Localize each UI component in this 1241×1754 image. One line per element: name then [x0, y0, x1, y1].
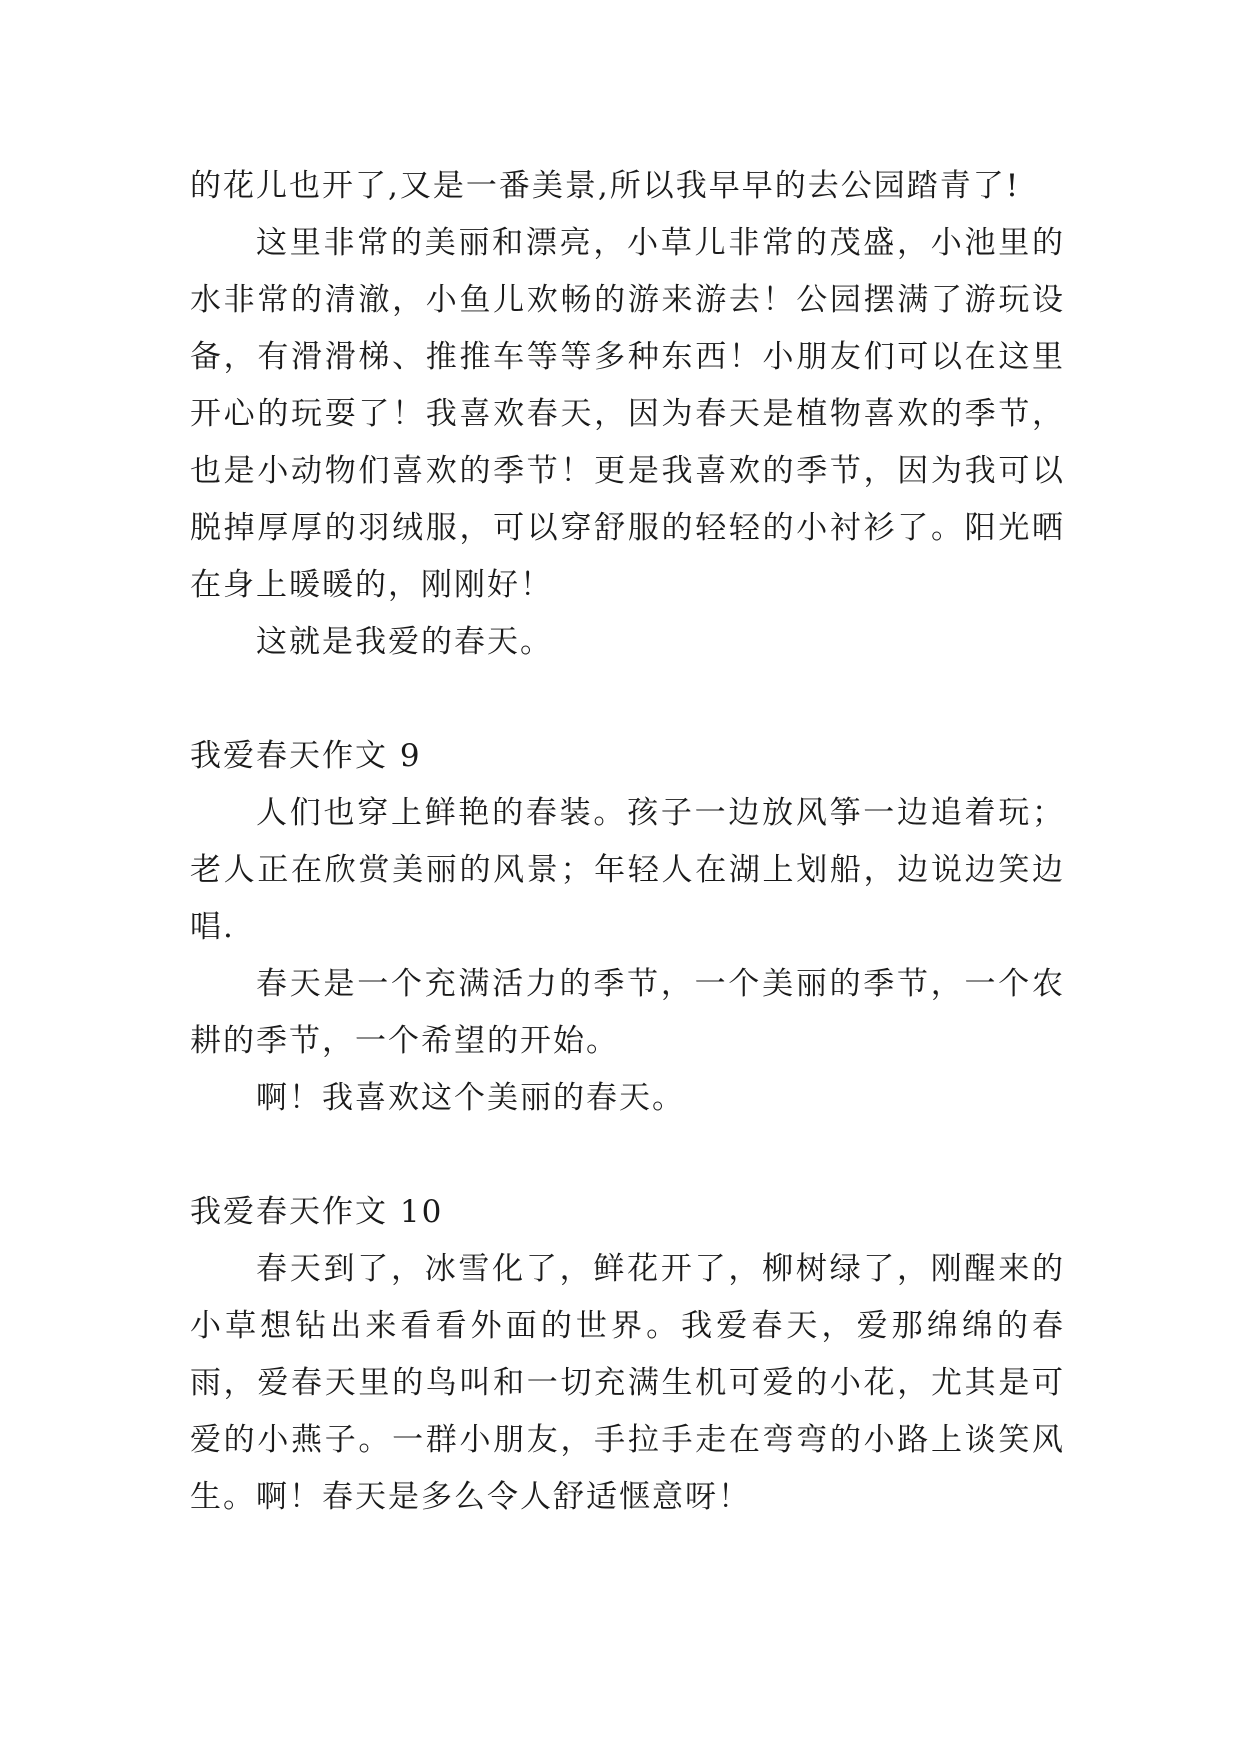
- essay-heading-9: 我爱春天作文 9: [190, 738, 422, 774]
- section-gap: [190, 671, 1065, 728]
- section-gap: [190, 1127, 1065, 1184]
- document-body: [190, 158, 1065, 1526]
- paragraph-park-description: 这里非常的美丽和漂亮，小草儿非常的茂盛，小池里的水非常的清澈，小鱼儿欢畅的游来游去！公园摆满了游玩设备，有滑滑梯、推推车等等多种东西！小朋友们可以在这里开心的玩耍了！我喜欢春天，因为春天是植物喜欢的季节，也是小动物们喜欢的季节！更是我喜欢的季节，因为我可以脱掉厚厚的羽绒服，可以穿舒服的轻轻的小衬衫了。阳光晒在身上暖暖的，刚刚好！: [190, 225, 1065, 603]
- essay-heading-10: 我爱春天作文 10: [190, 1194, 444, 1230]
- paragraph-people-spring: 人们也穿上鲜艳的春装。孩子一边放风筝一边追着玩；老人正在欣赏美丽的风景；年轻人在湖上划船，边说边笑边唱.: [190, 795, 1065, 945]
- paragraph-spring-arrives: 春天到了，冰雪化了，鲜花开了，柳树绿了，刚醒来的小草想钻出来看看外面的世界。我爱春天，爱那绵绵的春雨，爱春天里的鸟叫和一切充满生机可爱的小花，尤其是可爱的小燕子。一群小朋友，手拉手走在弯弯的小路上谈笑风生。啊！春天是多么令人舒适惬意呀！: [190, 1251, 1065, 1515]
- paragraph-closing: 这就是我爱的春天。: [256, 624, 553, 660]
- paragraph-exclamation: 啊！我喜欢这个美丽的春天。: [256, 1080, 685, 1116]
- paragraph-spring-season: 春天是一个充满活力的季节，一个美丽的季节，一个农耕的季节，一个希望的开始。: [190, 966, 1065, 1059]
- paragraph-continued: 的花儿也开了,又是一番美景,所以我早早的去公园踏青了!: [190, 168, 1021, 204]
